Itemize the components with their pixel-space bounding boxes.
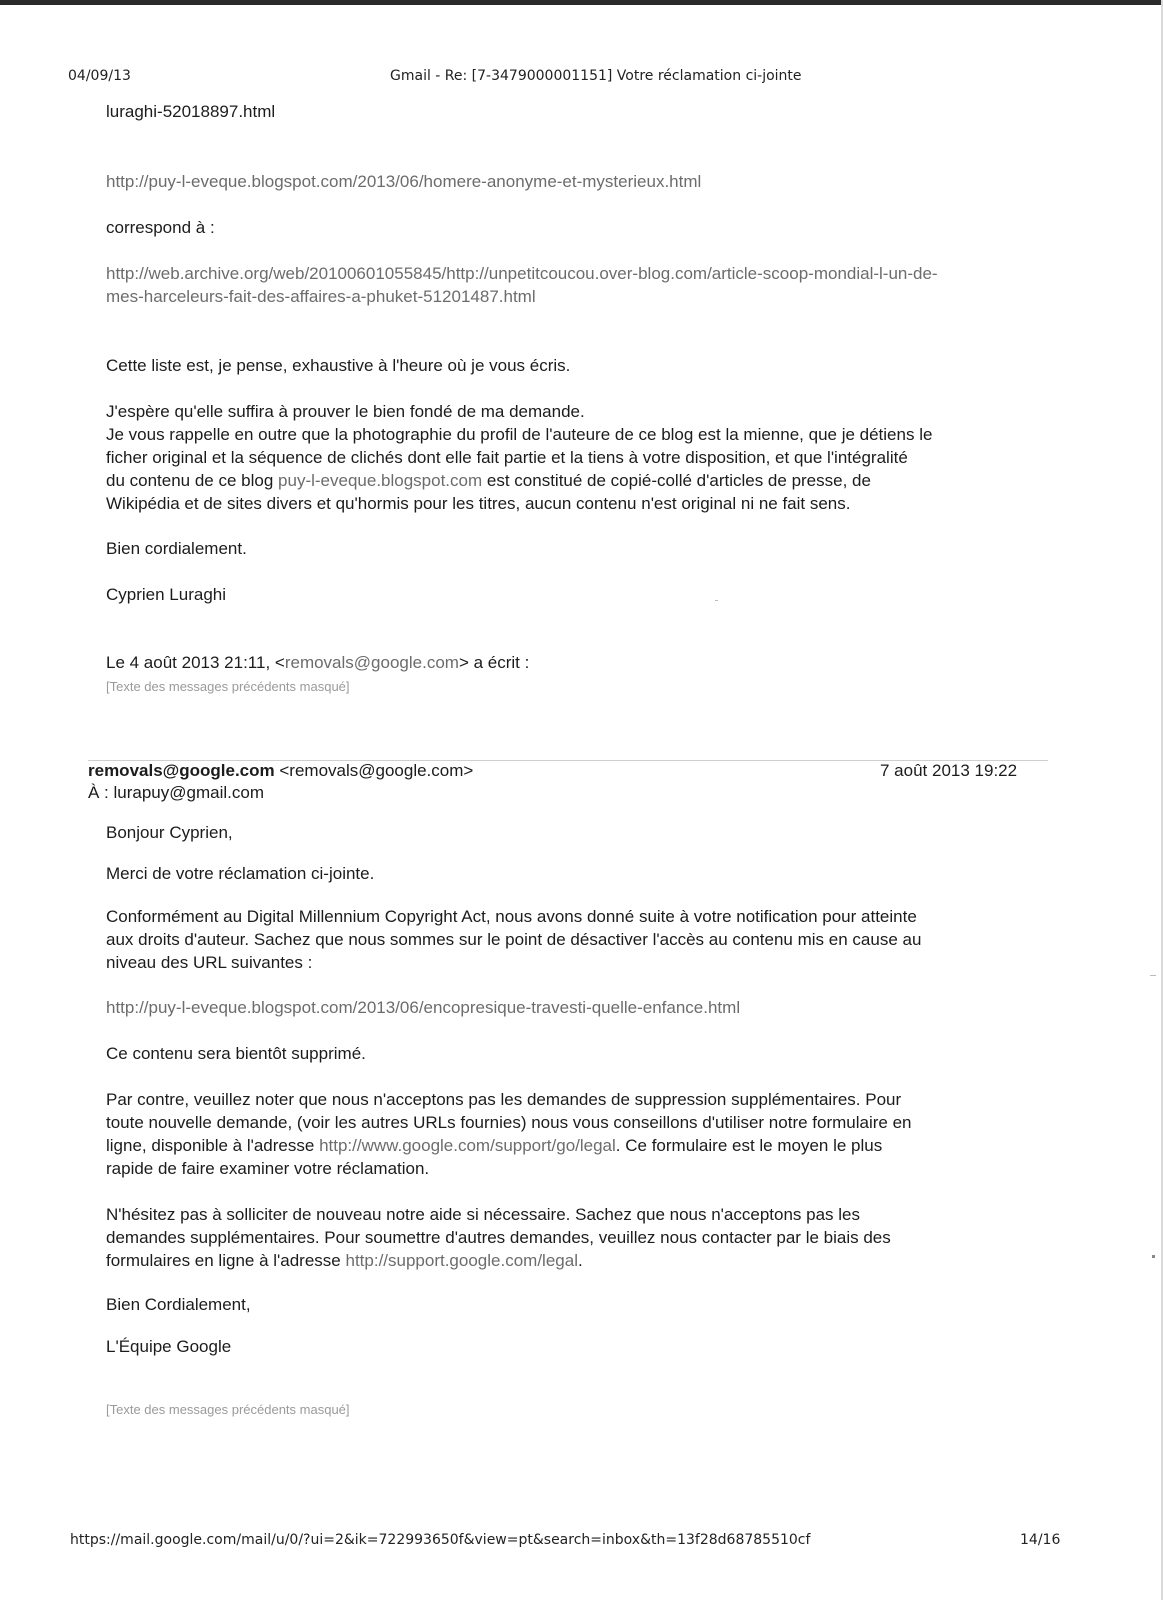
reminder-line1: Je vous rappelle en outre que la photographie du profil de l'auteure de ce blog est la mienne, que je détiens le: [106, 425, 933, 444]
recipient-line: À : lurapuy@gmail.com: [88, 783, 264, 802]
reminder-line3: [106, 469, 871, 492]
print-title: Gmail - Re: [7-3479000001151] Votre réclamation ci-jointe: [390, 68, 802, 84]
help-line2: demandes supplémentaires. Pour soumettre d'autres demandes, veuillez nous contacter par le biais des: [106, 1228, 891, 1247]
contra-text-b: . Ce formulaire est le moyen le plus: [615, 1136, 883, 1155]
sender-line: [88, 759, 473, 782]
correspond-text: correspond à :: [106, 218, 215, 237]
sender-address: <removals@google.com>: [274, 761, 474, 780]
url-tail: luraghi-52018897.html: [106, 102, 276, 121]
removed-note: Ce contenu sera bientôt supprimé.: [106, 1044, 366, 1063]
contra-line2: toute nouvelle demande, (voir les autres URLs fournies) nous vous conseillons d'utiliser notre formulaire en: [106, 1113, 912, 1132]
dmca-line2: aux droits d'auteur. Sachez que nous sommes sur le point de désactiver l'accès au contenu mis en cause au: [106, 930, 922, 949]
help-line1: N'hésitez pas à solliciter de nouveau notre aide si nécessaire. Sachez que nous n'acceptons pas les: [106, 1205, 861, 1224]
reminder-text-b: est constitué de copié-collé d'articles de presse, de: [482, 471, 871, 490]
reminder-line2: ficher original et la séquence de clichés dont elle fait partie et la tiens à votre disposition, et que l'intégralité: [106, 448, 908, 467]
hope-text: J'espère qu'elle suffira à prouver le bien fondé de ma demande.: [106, 402, 585, 421]
contra-text-a: ligne, disponible à l'adresse: [106, 1136, 320, 1155]
legal-form-link[interactable]: http://www.google.com/support/go/legal: [319, 1136, 616, 1155]
scan-speck: [715, 600, 718, 601]
hidden-messages-toggle[interactable]: [Texte des messages précédents masqué]: [106, 679, 350, 694]
quote-intro-b: > a écrit :: [458, 653, 530, 672]
reminder-text-a: du contenu de ce blog: [106, 471, 279, 490]
scan-speck: [1150, 975, 1156, 976]
help-text-b: .: [577, 1251, 583, 1270]
quote-intro-a: Le 4 août 2013 21:11, <: [106, 653, 285, 672]
reply-team: L'Équipe Google: [106, 1337, 232, 1356]
quote-intro: [106, 651, 529, 674]
archive-link-line1[interactable]: http://web.archive.org/web/20100601055845/http://unpetitcoucou.over-blog.com/article-scoop-mondial-l-un-de-: [106, 264, 938, 283]
print-page-number: 14/16: [1020, 1532, 1061, 1548]
help-line3: [106, 1249, 583, 1272]
print-footer-url: https://mail.google.com/mail/u/0/?ui=2&ik=722993650f&view=pt&search=inbox&th=13f28d68785510cf: [70, 1532, 811, 1548]
contra-line4: rapide de faire examiner votre réclamation.: [106, 1159, 430, 1178]
greeting: Bonjour Cyprien,: [106, 823, 233, 842]
thanks-text: Merci de votre réclamation ci-jointe.: [106, 864, 375, 883]
dmca-line3: niveau des URL suivantes :: [106, 953, 313, 972]
blog-link[interactable]: puy-l-eveque.blogspot.com: [278, 471, 483, 490]
message-date: 7 août 2013 19:22: [880, 761, 1018, 780]
sender-name: removals@google.com: [88, 761, 275, 780]
help-text-a: formulaires en ligne à l'adresse: [106, 1251, 346, 1270]
scan-top-edge: [0, 0, 1163, 5]
blog-link-homere[interactable]: http://puy-l-eveque.blogspot.com/2013/06/homere-anonyme-et-mysterieux.html: [106, 172, 702, 191]
scan-speck: [1152, 1255, 1155, 1258]
archive-link-line2[interactable]: mes-harceleurs-fait-des-affaires-a-phuket-51201487.html: [106, 287, 536, 306]
list-note: Cette liste est, je pense, exhaustive à l'heure où je vous écris.: [106, 356, 571, 375]
signature: Cyprien Luraghi: [106, 585, 227, 604]
contra-line3: [106, 1134, 882, 1157]
support-legal-link[interactable]: http://support.google.com/legal: [345, 1251, 578, 1270]
removed-url-link[interactable]: http://puy-l-eveque.blogspot.com/2013/06/encopresique-travesti-quelle-enfance.html: [106, 998, 741, 1017]
quote-email-link[interactable]: removals@google.com: [284, 653, 459, 672]
reply-closing: Bien Cordialement,: [106, 1295, 251, 1314]
contra-line1: Par contre, veuillez noter que nous n'acceptons pas les demandes de suppression supplémentaires. Pour: [106, 1090, 902, 1109]
hidden-messages-toggle-2[interactable]: [Texte des messages précédents masqué]: [106, 1402, 350, 1417]
dmca-line1: Conformément au Digital Millennium Copyright Act, nous avons donné suite à votre notification pour atteinte: [106, 907, 917, 926]
closing-text: Bien cordialement.: [106, 539, 247, 558]
print-date: 04/09/13: [68, 68, 131, 84]
reminder-line4: Wikipédia et de sites divers et qu'hormis pour les titres, aucun contenu n'est original ni ne fait sens.: [106, 494, 851, 513]
